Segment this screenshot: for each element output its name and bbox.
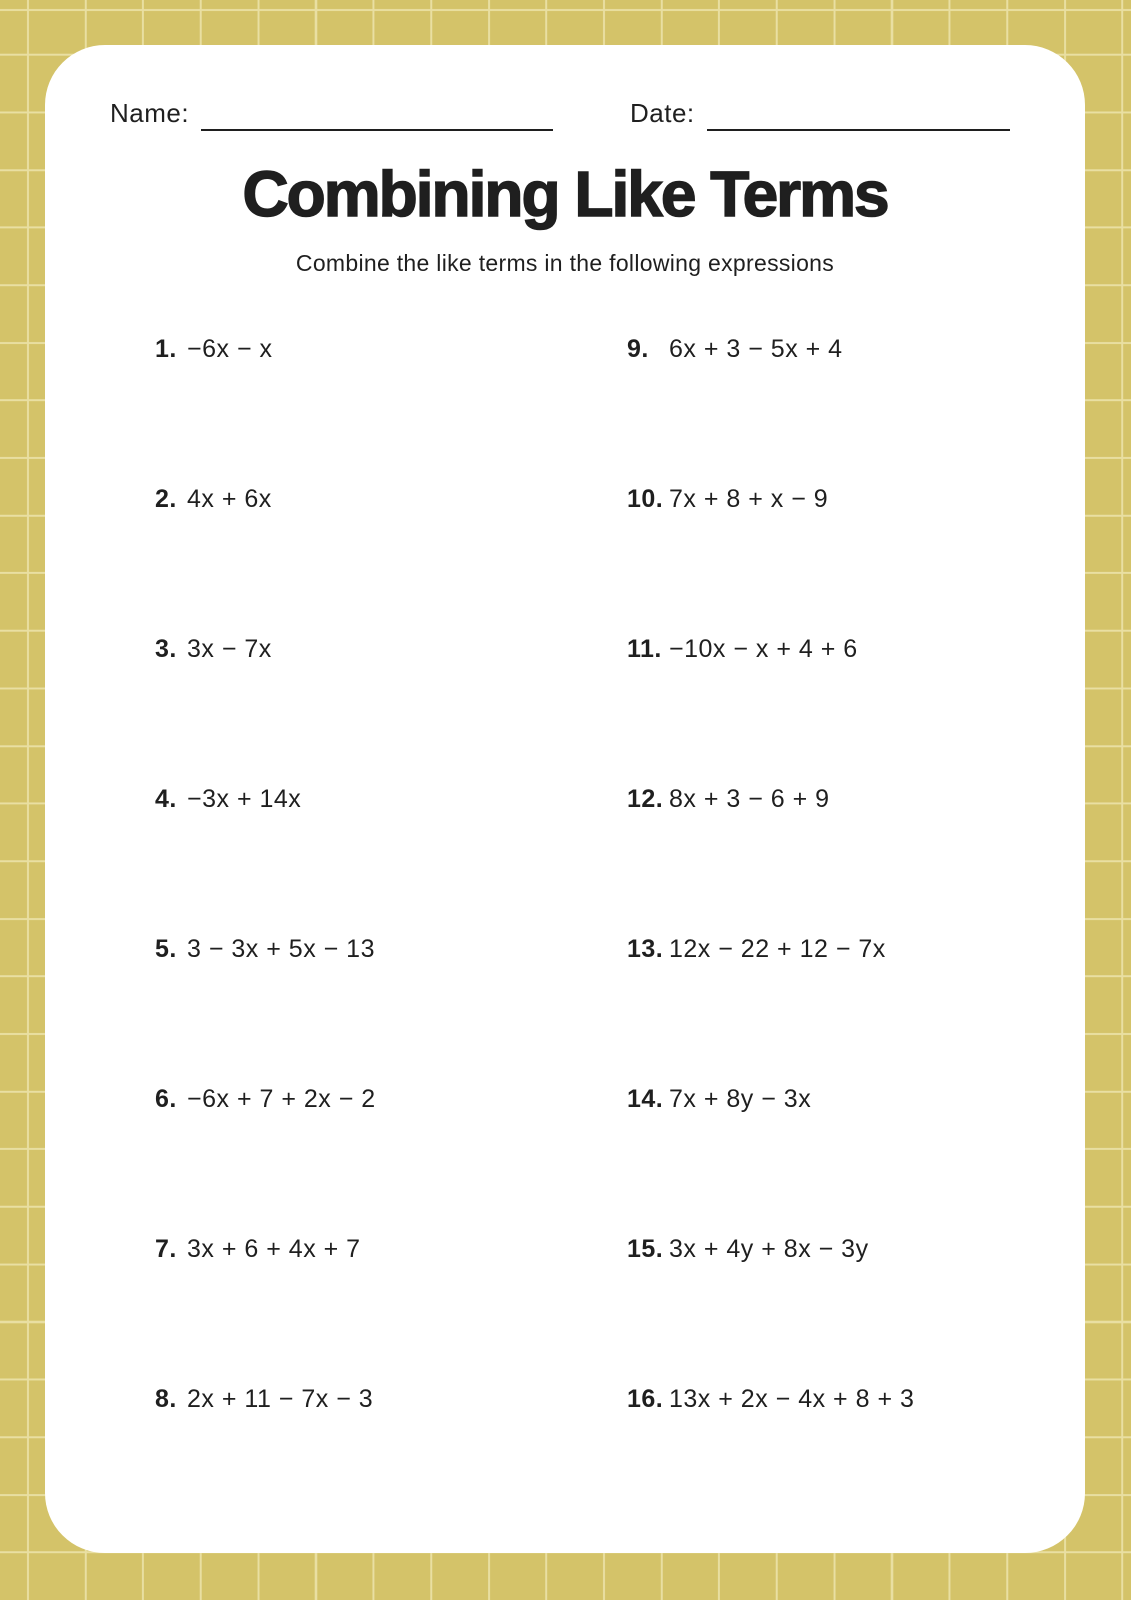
problem-item: [610, 1385, 1085, 1535]
problem-item: [45, 935, 610, 1085]
problem-expression: 3x + 6 + 4x + 7: [187, 1235, 361, 1263]
problem-expression: 8x + 3 − 6 + 9: [669, 785, 830, 813]
problem-number: 10.: [627, 485, 664, 513]
problem-expression: 4x + 6x: [187, 485, 272, 513]
problem-item: [45, 635, 610, 785]
name-field: [110, 98, 553, 131]
problem-item: [45, 1085, 610, 1235]
problem-number: 2.: [155, 485, 177, 513]
problem-expression: 7x + 8 + x − 9: [669, 485, 829, 513]
problem-expression: −3x + 14x: [187, 785, 302, 813]
problem-expression: 2x + 11 − 7x − 3: [187, 1385, 374, 1413]
problem-item: [45, 785, 610, 935]
problem-item: [610, 485, 1085, 635]
problem-expression: 6x + 3 − 5x + 4: [669, 335, 843, 363]
problem-expression: 3x − 7x: [187, 635, 272, 663]
problem-item: [610, 935, 1085, 1085]
problem-item: [45, 1235, 610, 1385]
problem-item: [45, 1385, 610, 1535]
problem-item: [610, 1235, 1085, 1385]
problem-number: 7.: [155, 1235, 177, 1263]
problem-number: 12.: [627, 785, 664, 813]
name-line: [201, 101, 553, 131]
problem-item: [45, 335, 610, 485]
name-label: Name:: [110, 98, 190, 128]
problem-number: 15.: [627, 1235, 664, 1263]
problem-item: [610, 635, 1085, 785]
problem-expression: −6x − x: [187, 335, 273, 363]
problem-number: 16.: [627, 1385, 664, 1413]
problem-number: 13.: [627, 935, 664, 963]
problem-number: 8.: [155, 1385, 177, 1413]
problem-expression: 12x − 22 + 12 − 7x: [669, 935, 886, 963]
problem-expression: 3 − 3x + 5x − 13: [187, 935, 375, 963]
worksheet-subtitle: Combine the like terms in the following expressions: [295, 250, 835, 276]
problem-item: [610, 335, 1085, 485]
problem-number: 1.: [155, 335, 177, 363]
problem-expression: 13x + 2x − 4x + 8 + 3: [669, 1385, 915, 1413]
problem-expression: −6x + 7 + 2x − 2: [187, 1085, 376, 1113]
problems-grid: [45, 335, 1085, 1535]
problem-expression: 7x + 8y − 3x: [669, 1085, 812, 1113]
problem-item: [610, 1085, 1085, 1235]
problem-expression: −10x − x + 4 + 6: [669, 635, 858, 663]
date-field: [630, 98, 1010, 131]
problem-item: [610, 785, 1085, 935]
problem-number: 11.: [627, 635, 662, 663]
problem-number: 14.: [627, 1085, 664, 1113]
date-label: Date:: [630, 98, 695, 128]
problem-number: 6.: [155, 1085, 177, 1113]
problem-item: [45, 485, 610, 635]
date-line: [707, 101, 1010, 131]
problem-number: 9.: [627, 335, 649, 363]
worksheet-card: [45, 45, 1085, 1553]
worksheet-title: Combining Like Terms: [242, 158, 888, 230]
problem-number: 4.: [155, 785, 177, 813]
problem-number: 5.: [155, 935, 177, 963]
problem-number: 3.: [155, 635, 177, 663]
problem-expression: 3x + 4y + 8x − 3y: [669, 1235, 869, 1263]
